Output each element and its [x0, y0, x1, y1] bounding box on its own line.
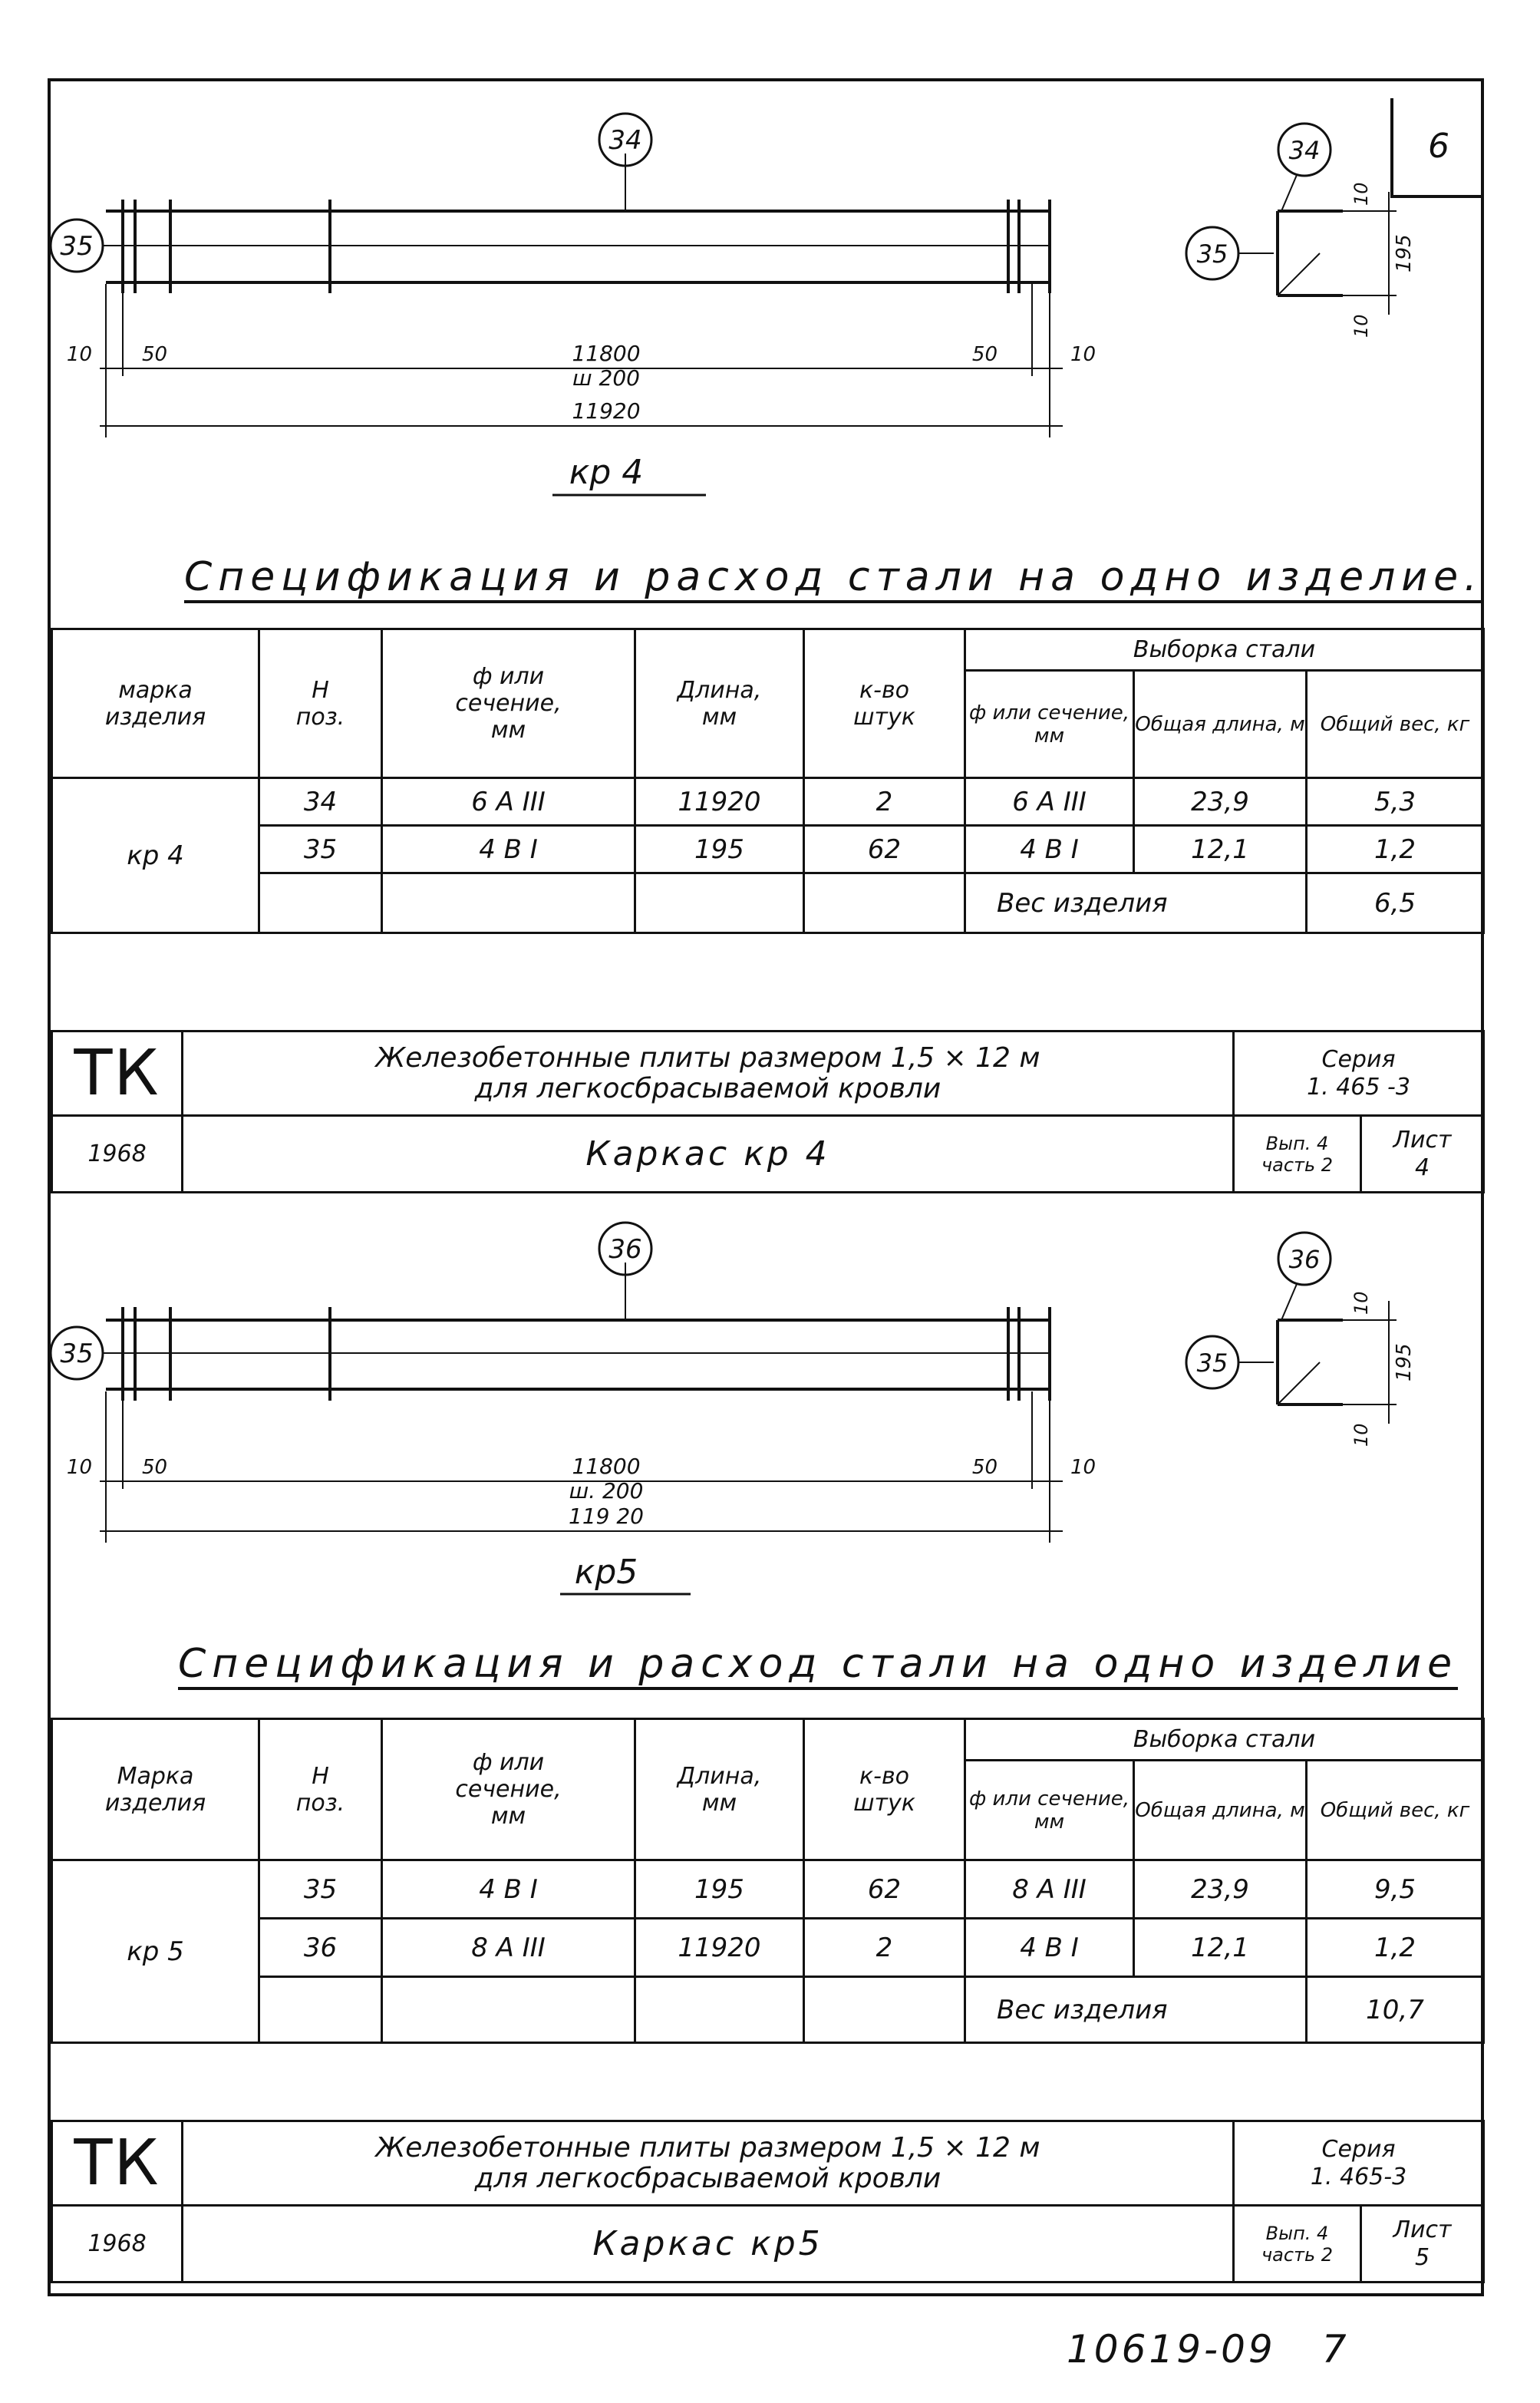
stamp-issue: Вып. 4 часть 2: [1234, 2206, 1361, 2283]
row-sel-weight: 1,2: [1307, 826, 1484, 873]
row-qty: 2: [804, 1919, 965, 1977]
callout-stirrup-kr4: 35: [60, 231, 94, 262]
row-pos: 36: [259, 1919, 382, 1977]
weight-label: Вес изделия: [965, 873, 1307, 933]
row-sel-weight: 1,2: [1307, 1919, 1484, 1977]
org-mark: ТК: [52, 2121, 183, 2206]
org-mark: ТК: [52, 1032, 183, 1116]
weight-label: Вес изделия: [965, 1977, 1307, 2043]
row-sel-section: 4 В I: [965, 1919, 1134, 1977]
row-sel-length: 12,1: [1134, 826, 1307, 873]
row-length: 11920: [635, 1919, 804, 1977]
hdr-sel-length: Общая длина, м: [1134, 671, 1307, 778]
dim-mid-kr4: 11800: [572, 341, 641, 366]
title-block-kr5: [51, 2120, 1485, 2283]
stamp-title: Каркас кр5: [183, 2206, 1234, 2283]
drawing-kr4: [60, 115, 1416, 514]
mark-cell: кр 4: [52, 778, 259, 933]
hdr-qty: к-во штук: [804, 1719, 965, 1860]
row-length: 195: [635, 1860, 804, 1919]
hdr-sel-weight: Общий вес, кг: [1307, 1761, 1484, 1860]
callout-main-kr5: 36: [608, 1234, 642, 1265]
row-pos: 35: [259, 1860, 382, 1919]
stamp-description: Железобетонные плиты размером 1,5 × 12 м для легкосбрасываемой кровли: [183, 2121, 1234, 2206]
section-top-kr5: 10: [1350, 1291, 1372, 1315]
stamp-year: 1968: [52, 2206, 183, 2283]
row-section: 4 В I: [382, 1860, 635, 1919]
dim-spacing-left-kr5: 50: [142, 1456, 168, 1479]
spec-table-kr4: [51, 628, 1485, 934]
drawing-label-kr4: кр 4: [569, 453, 644, 492]
title-block-kr4: [51, 1030, 1485, 1193]
section-height-kr5: 195: [1393, 1343, 1416, 1381]
dim-spacing-right-kr4: 50: [971, 343, 998, 366]
row-qty: 62: [804, 826, 965, 873]
row-length: 11920: [635, 778, 804, 826]
section-callout-left-kr4: 35: [1196, 239, 1228, 269]
row-sel-section: 8 А III: [965, 1860, 1134, 1919]
hdr-mark: марка изделия: [52, 629, 259, 778]
hdr-mark: Марка изделия: [52, 1719, 259, 1860]
section-callout-top-kr5: 36: [1288, 1245, 1321, 1274]
hdr-length: Длина, мм: [635, 1719, 804, 1860]
row-qty: 62: [804, 1860, 965, 1919]
hdr-length: Длина, мм: [635, 629, 804, 778]
row-sel-weight: 9,5: [1307, 1860, 1484, 1919]
hdr-sel-section: ф или сечение, мм: [965, 671, 1134, 778]
hdr-sel-weight: Общий вес, кг: [1307, 671, 1484, 778]
sheet-number: 6: [1390, 98, 1484, 198]
spec-title-kr4: Спецификация и расход стали на одно изделие.: [184, 554, 1483, 603]
row-qty: 2: [804, 778, 965, 826]
weight-value: 10,7: [1307, 1977, 1484, 2043]
row-sel-length: 23,9: [1134, 778, 1307, 826]
stamp-sheet: Лист 5: [1361, 2206, 1484, 2283]
stamp-series: Серия 1. 465 -3: [1234, 1032, 1484, 1116]
section-bottom-kr5: 10: [1350, 1423, 1372, 1447]
dim-total-kr4: 11920: [572, 398, 641, 424]
mark-cell: кр 5: [52, 1860, 259, 2043]
footer-code: 10619-09: [1067, 2327, 1276, 2372]
dim-spacing-right-kr5: 50: [971, 1456, 998, 1479]
row-sel-length: 23,9: [1134, 1860, 1307, 1919]
dim-spacing-left-kr4: 50: [142, 343, 168, 366]
section-top-kr4: 10: [1350, 182, 1372, 206]
hdr-qty: к-во штук: [804, 629, 965, 778]
dim-mid-kr5: 11800: [572, 1454, 641, 1479]
dim-step-kr5: ш. 200: [569, 1478, 644, 1504]
stamp-series: Серия 1. 465-3: [1234, 2121, 1484, 2206]
hdr-pos: Н поз.: [259, 629, 382, 778]
section-height-kr4: 195: [1393, 234, 1416, 272]
weight-value: 6,5: [1307, 873, 1484, 933]
row-sel-section: 4 В I: [965, 826, 1134, 873]
row-sel-section: 6 А III: [965, 778, 1134, 826]
section-callout-top-kr4: 34: [1288, 136, 1321, 165]
section-callout-left-kr5: 35: [1196, 1348, 1228, 1378]
row-length: 195: [635, 826, 804, 873]
dim-total-kr5: 119 20: [569, 1504, 644, 1529]
footer: [1067, 2327, 1350, 2372]
hdr-section: ф или сечение, мм: [382, 629, 635, 778]
row-section: 4 В I: [382, 826, 635, 873]
hdr-pos: Н поз.: [259, 1719, 382, 1860]
callout-stirrup-kr5: 35: [60, 1338, 94, 1369]
row-pos: 35: [259, 826, 382, 873]
hdr-selection: Выборка стали: [965, 1719, 1484, 1761]
callout-main-kr4: 34: [608, 125, 642, 156]
stamp-issue: Вып. 4 часть 2: [1234, 1116, 1361, 1193]
dim-end-right-kr4: 10: [1070, 343, 1096, 366]
hdr-sel-section: ф или сечение, мм: [965, 1761, 1134, 1860]
stamp-description: Железобетонные плиты размером 1,5 × 12 м для легкосбрасываемой кровли: [183, 1032, 1234, 1116]
hdr-selection: Выборка стали: [965, 629, 1484, 671]
spec-title-kr5: Спецификация и расход стали на одно изделие: [178, 1641, 1458, 1690]
row-section: 6 А III: [382, 778, 635, 826]
spec-table-kr5: [51, 1718, 1485, 2044]
dim-end-right-kr5: 10: [1070, 1456, 1096, 1479]
hdr-sel-length: Общая длина, м: [1134, 1761, 1307, 1860]
section-bottom-kr4: 10: [1350, 314, 1372, 338]
dim-end-left-kr4: 10: [66, 343, 92, 366]
row-pos: 34: [259, 778, 382, 826]
stamp-sheet: Лист 4: [1361, 1116, 1484, 1193]
hdr-section: ф или сечение, мм: [382, 1719, 635, 1860]
drawing-kr5: [60, 1216, 1416, 1616]
dim-step-kr4: ш 200: [572, 365, 640, 391]
row-sel-weight: 5,3: [1307, 778, 1484, 826]
row-section: 8 А III: [382, 1919, 635, 1977]
dim-end-left-kr5: 10: [66, 1456, 92, 1479]
footer-page: 7: [1321, 2327, 1350, 2372]
drawing-label-kr5: кр5: [574, 1553, 638, 1592]
row-sel-length: 12,1: [1134, 1919, 1307, 1977]
stamp-title: Каркас кр 4: [183, 1116, 1234, 1193]
stamp-year: 1968: [52, 1116, 183, 1193]
